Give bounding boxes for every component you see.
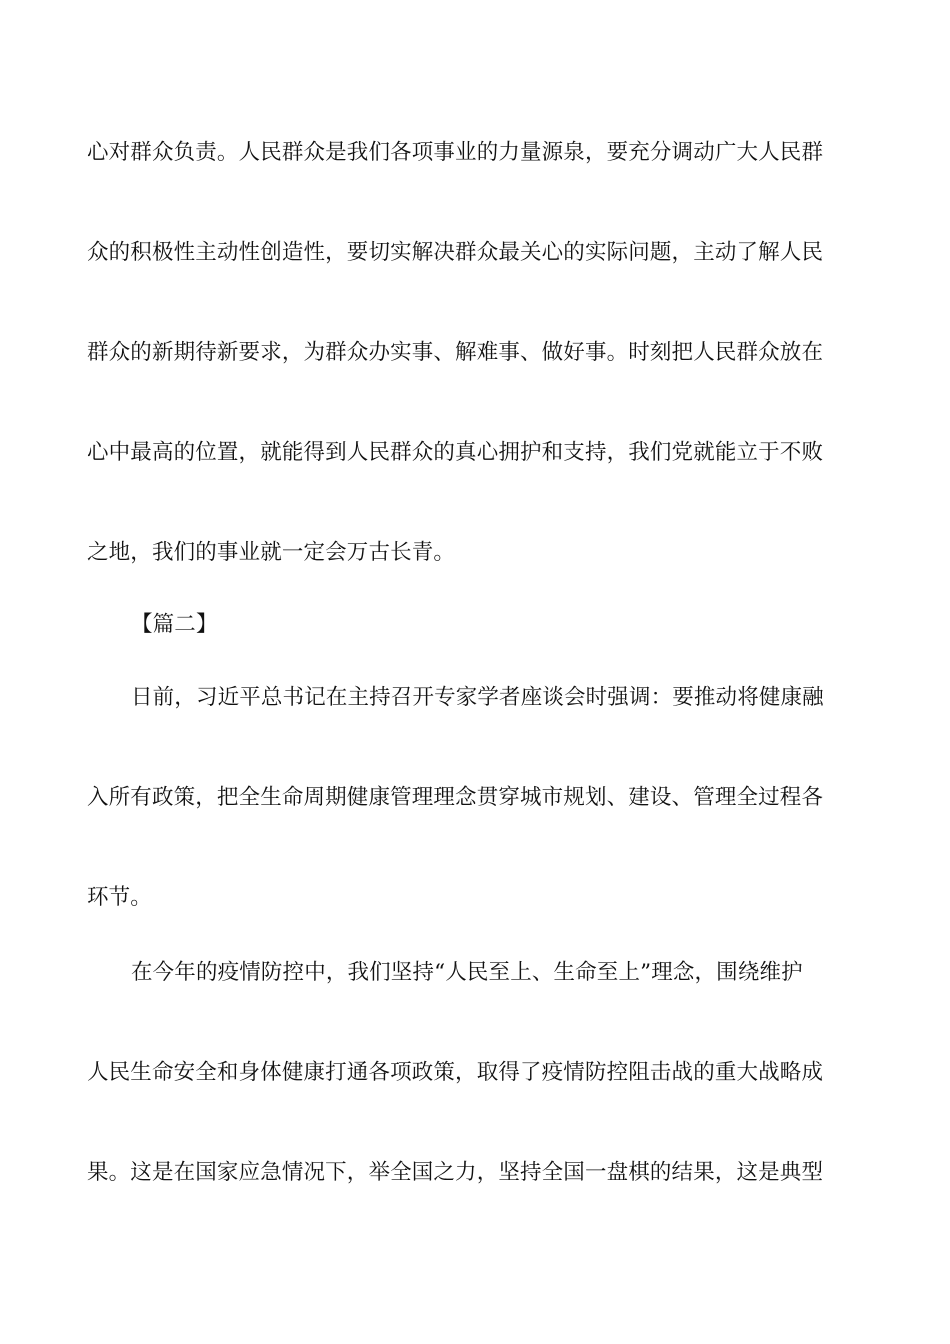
paragraph-1-line-5: 之地，我们的事业就一定会万古长青。: [87, 540, 456, 565]
paragraph-3-line-2: 人民生命安全和身体健康打通各项政策，取得了疫情防控阻击战的重大战略成: [87, 1060, 824, 1085]
paragraph-1-line-4: 心中最高的位置，就能得到人民群众的真心拥护和支持，我们党就能立于不败: [87, 440, 824, 465]
section-heading: 【篇二】: [131, 612, 218, 637]
paragraph-2-line-1: 日前，习近平总书记在主持召开专家学者座谈会时强调：要推动将健康融: [131, 685, 824, 710]
paragraph-3-line-1: 在今年的疫情防控中，我们坚持“人民至上、生命至上”理念，围绕维护: [131, 960, 803, 985]
paragraph-1-line-3: 群众的新期待新要求，为群众办实事、解难事、做好事。时刻把人民群众放在: [87, 340, 824, 365]
paragraph-2-line-3: 环节。: [87, 885, 152, 910]
paragraph-3-line-3: 果。这是在国家应急情况下，举全国之力，坚持全国一盘棋的结果，这是典型: [87, 1160, 824, 1185]
paragraph-1-line-2: 众的积极性主动性创造性，要切实解决群众最关心的实际问题，主动了解人民: [87, 240, 824, 265]
paragraph-2-line-2: 入所有政策，把全生命周期健康管理理念贯穿城市规划、建设、管理全过程各: [87, 785, 824, 810]
paragraph-1-line-1: 心对群众负责。人民群众是我们各项事业的力量源泉，要充分调动广大人民群: [87, 140, 824, 165]
